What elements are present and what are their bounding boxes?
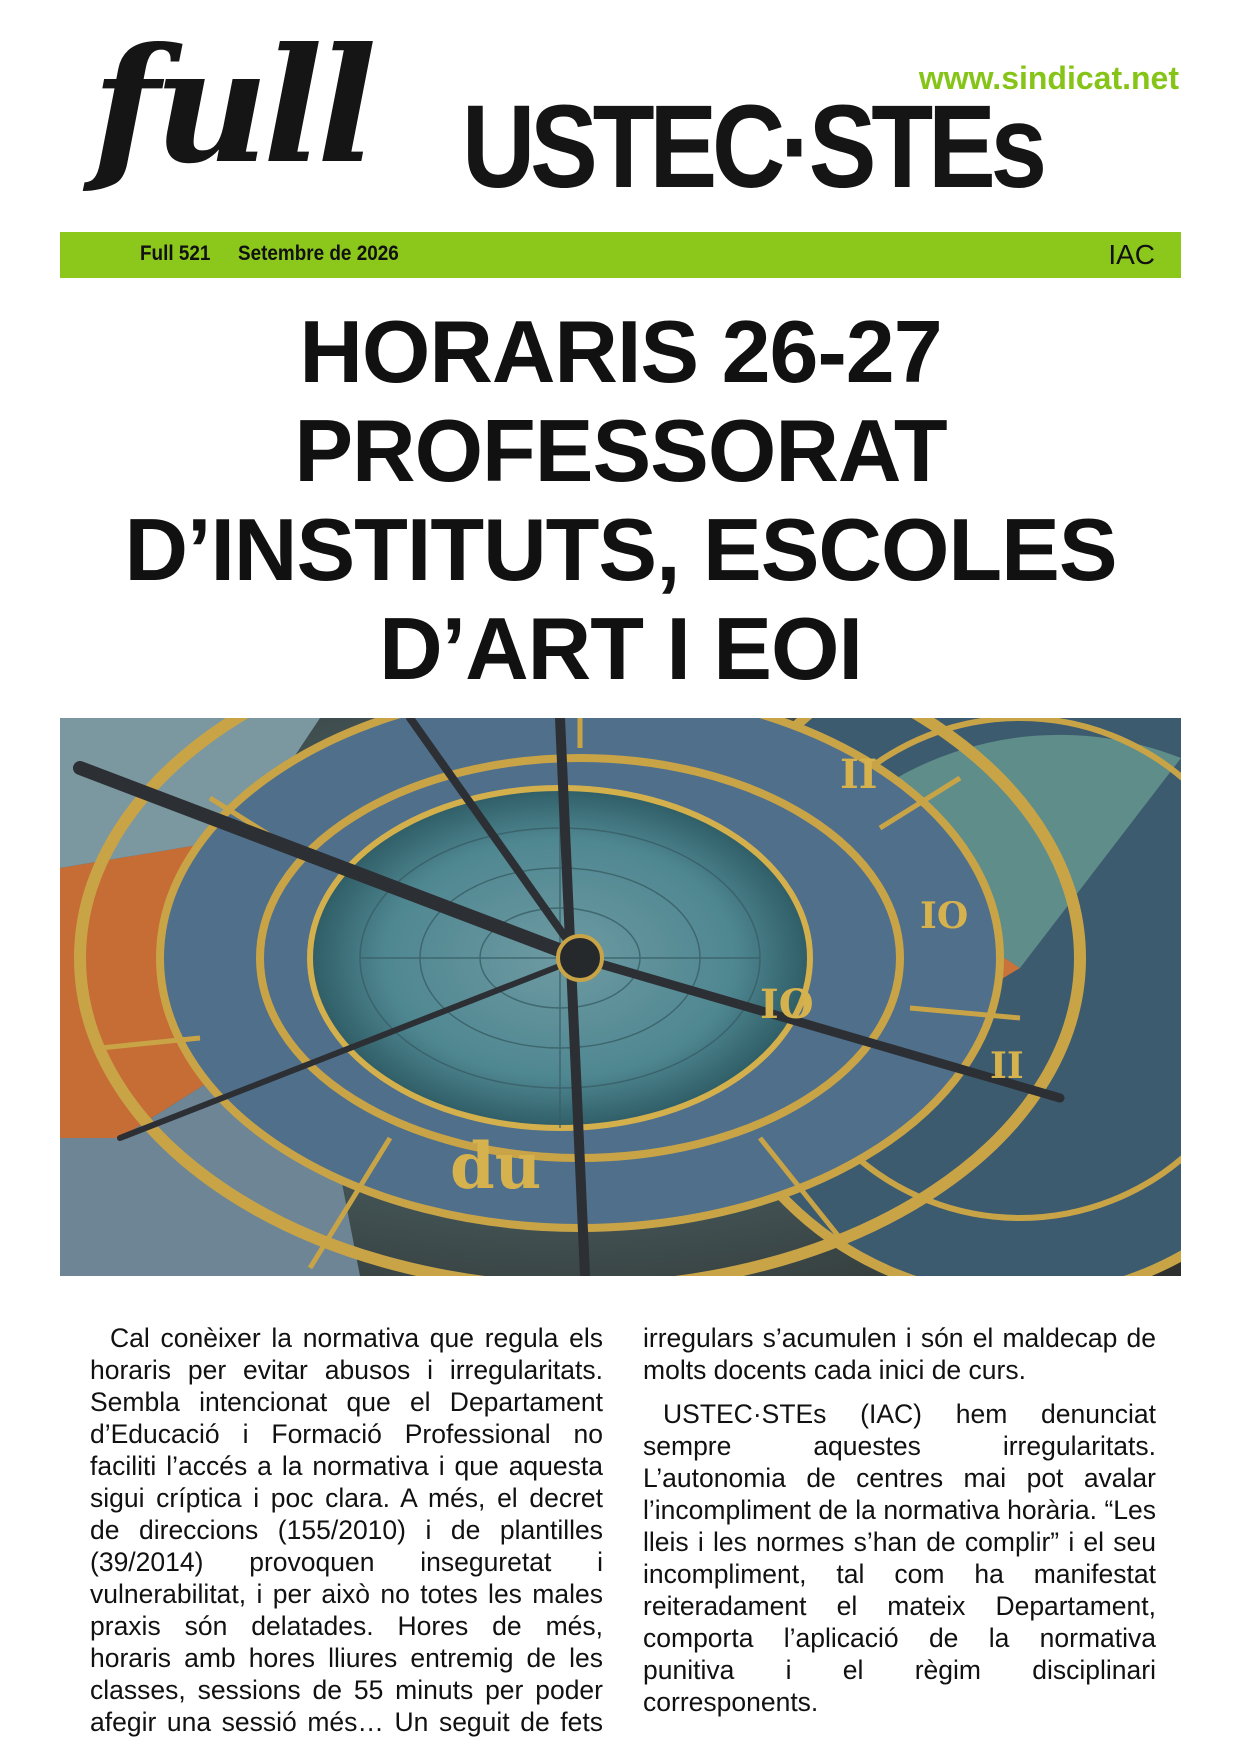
svg-text:II: II	[840, 751, 878, 798]
issue-band	[60, 232, 1181, 278]
svg-text:IO: IO	[760, 981, 814, 1028]
masthead	[0, 0, 1241, 280]
logo-org-name: USTEC·STEs	[462, 81, 1042, 213]
article-body	[90, 1322, 1156, 1742]
article-paragraph: Cal conèixer la normativa que regula els horaris per evitar abusos i irregularitats. Sembla intencionat que el Departament d’Educació i Formació Professional no faciliti l’accés a la normativa i que aquesta sigui críptica i poc clara. A més, el decret de direccions (155/2010) i de plantilles (39/2014) provoquen inseguretat i vulnerabilitat, i per això no totes les males praxis són delatades. Hores de més, horaris amb hores lliures entremig de les classes, sessions de 55 minuts per poder afegir una sessió més… Un seguit de fets irregulars s’acumulen i són el maldecap de molts docents cada inici de curs.	[90, 1323, 1156, 1737]
article-paragraph: USTEC·STEs (IAC) hem denunciat sempre aquestes irregularitats. L’autonomia de centres mai pot avalar l’incompliment de la normativa horària. “Les lleis i les normes s’han de complir” i el seu incompliment, tal com ha manifestat reiteradament el mateix Departament, comporta l’aplicació de la normativa punitiva i el règim disciplinari corresponents.	[643, 1399, 1156, 1717]
headline-line: D’INSTITUTS, ESCOLES	[124, 500, 1117, 599]
headline-line: PROFESSORAT	[294, 401, 947, 500]
svg-text:du: du	[450, 1129, 542, 1204]
svg-text:IO: IO	[920, 895, 969, 937]
headline	[60, 302, 1181, 698]
affiliation-label: IAC	[1108, 239, 1155, 270]
astronomical-clock-photo	[60, 718, 1181, 1276]
headline-line: D’ART I EOI	[379, 599, 862, 698]
issue-number: Full 521	[140, 242, 211, 265]
headline-line: HORARIS 26-27	[299, 302, 942, 401]
logo-full-script: full	[92, 14, 371, 199]
issue-date: Setembre de 2026	[238, 242, 399, 265]
svg-text:II: II	[990, 1045, 1024, 1087]
website-link[interactable]: www.sindicat.net	[918, 60, 1179, 96]
